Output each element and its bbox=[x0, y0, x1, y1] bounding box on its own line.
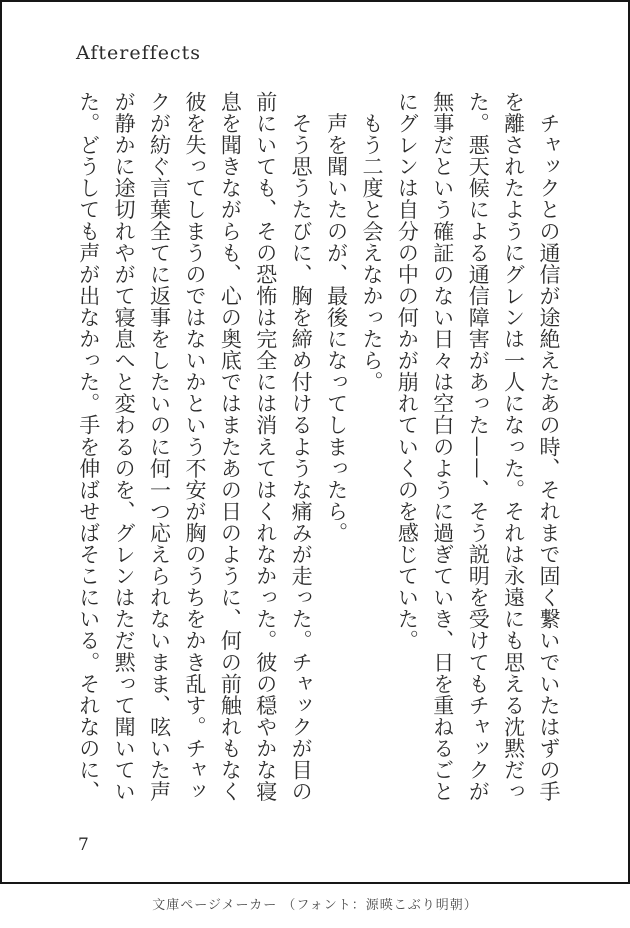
text-column: 前にいても、その恐怖は完全には消えてはくれなかった。彼の穏やかな寝 bbox=[253, 91, 278, 803]
text-column: が静かに途切れやがて寝息へと変わるのを、グレンはただ黙って聞いてい bbox=[112, 91, 137, 803]
text-column: 声を聞いたのが、最後になってしまったら。 bbox=[324, 91, 349, 544]
page-number: 7 bbox=[78, 835, 89, 855]
text-column: 無事だという確証のない日々は空白のように過ぎていき、日を重ねるごと bbox=[430, 91, 455, 803]
text-column: そう思うたびに、胸を締め付けるような痛みが走った。チャックが目の bbox=[289, 91, 314, 803]
text-column: チャックとの通信が途絶えたあの時、それまで固く繋いでいたはずの手 bbox=[537, 91, 561, 803]
page-title: Aftereffects bbox=[76, 42, 201, 64]
text-column: を離されたようにグレンは一人になった。それは永遠にも思える沈黙だっ bbox=[501, 91, 526, 803]
text-column: 彼を失ってしまうのではないかという不安が胸のうちをかき乱す。チャッ bbox=[182, 91, 207, 803]
vertical-text bbox=[70, 91, 566, 809]
text-column: た。悪天候による通信障害があった——、そう説明を受けてもチャックが bbox=[466, 91, 491, 803]
text-column: た。どうしても声が出なかった。手を伸ばせばそこにいる。それなのに、 bbox=[76, 91, 101, 803]
text-column: 息を聞きながらも、心の奥底ではまたあの日のように、何の前触れもなく bbox=[218, 91, 243, 803]
text-column: クが紡ぐ言葉全てに返事をしたいのに何一つ応えられないまま、呟いた声 bbox=[147, 91, 172, 803]
text-column: にグレンは自分の中の何かが崩れていくのを感じていた。 bbox=[395, 91, 420, 652]
footer-credit: 文庫ページメーカー （フォント：源暎こぶり明朝） bbox=[152, 898, 478, 913]
text-column: もう二度と会えなかったら。 bbox=[359, 91, 384, 393]
